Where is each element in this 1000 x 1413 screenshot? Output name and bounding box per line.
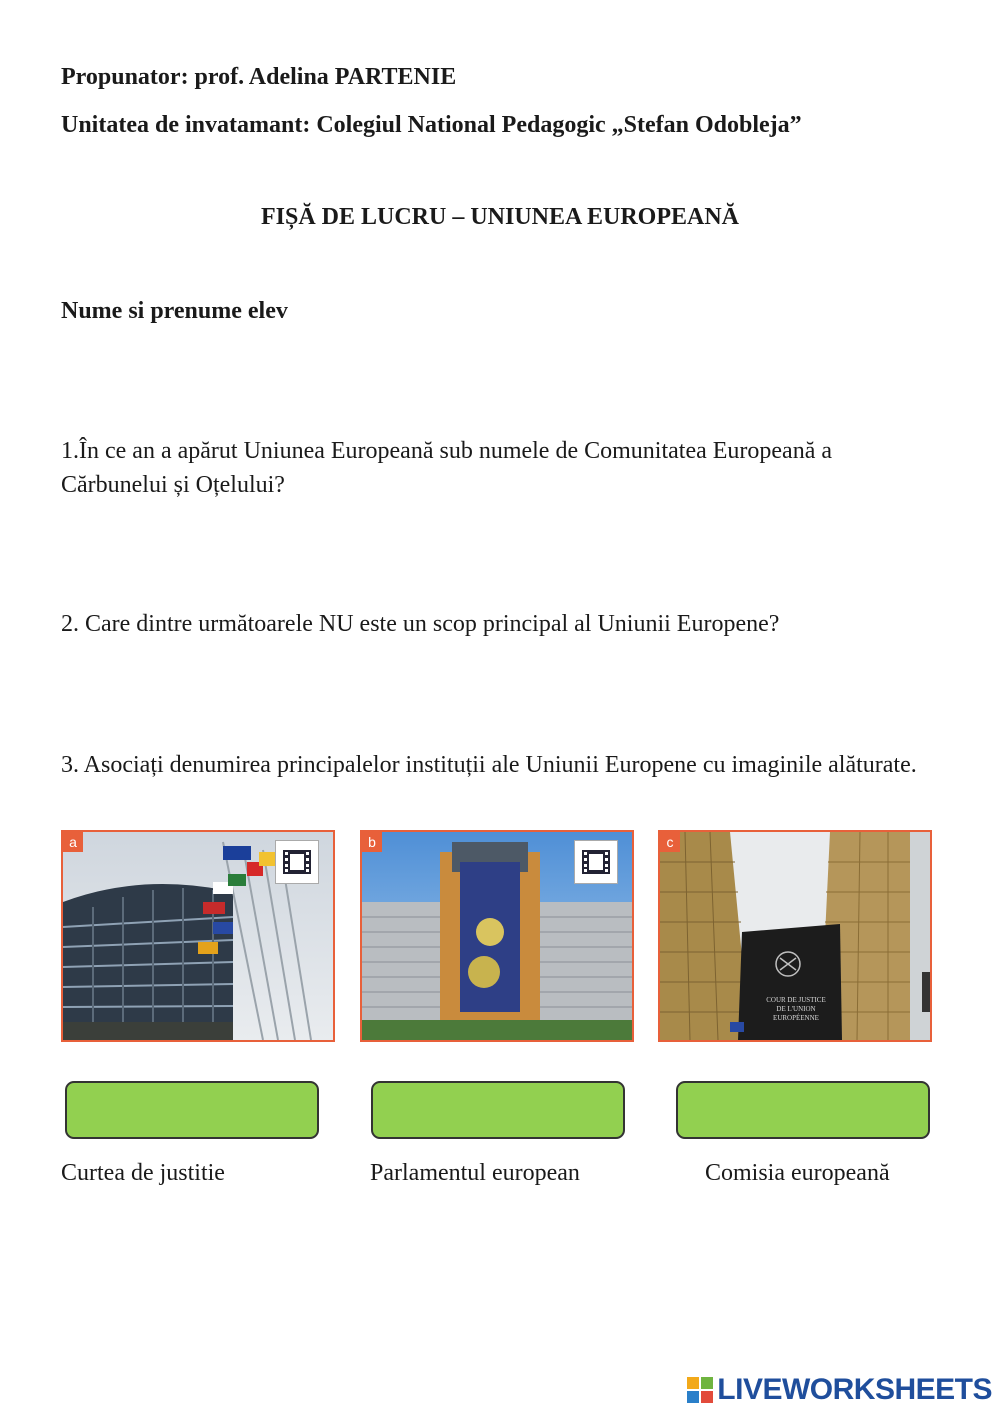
answer-box-b[interactable] <box>371 1081 625 1139</box>
option-curtea-de-justitie[interactable]: Curtea de justitie <box>61 1160 225 1186</box>
school-line: Unitatea de invatamant: Colegiul National Pedagogic „Stefan Odobleja” <box>61 112 802 138</box>
question-3: 3. Asociați denumirea principalelor instituții ale Uniunii Europene cu imaginile alăturate. <box>61 752 917 778</box>
image-tag-a: a <box>63 832 83 852</box>
liveworksheets-icon <box>687 1377 713 1403</box>
image-tag-c: c <box>660 832 680 852</box>
student-name-label: Nume si prenume elev <box>61 298 288 324</box>
page-title: FIȘĂ DE LUCRU – UNIUNEA EUROPEANĂ <box>260 204 740 230</box>
option-parlamentul-european[interactable]: Parlamentul european <box>370 1160 580 1186</box>
liveworksheets-logo <box>687 1372 992 1408</box>
question-1: 1.În ce an a apărut Uniunea Europeană sub numele de Comunitatea Europeană a Cărbunelui și Oțelului? <box>61 438 833 498</box>
image-tag-b: b <box>362 832 382 852</box>
image-court-of-justice <box>658 830 932 1042</box>
question-2: 2. Care dintre următoarele NU este un scop principal al Uniunii Europene? <box>61 611 780 637</box>
film-icon[interactable] <box>574 840 618 884</box>
court-sign-text: COUR DE JUSTICE DE L'UNION EUROPÉENNE <box>766 996 826 1022</box>
author-line: Propunator: prof. Adelina PARTENIE <box>61 64 457 90</box>
logo-text: LIVEWORKSHEETS <box>717 1373 992 1406</box>
image-european-parliament <box>61 830 335 1042</box>
answer-box-c[interactable] <box>676 1081 930 1139</box>
image-european-commission <box>360 830 634 1042</box>
answer-box-a[interactable] <box>65 1081 319 1139</box>
film-icon[interactable] <box>275 840 319 884</box>
option-comisia-europeana[interactable]: Comisia europeană <box>705 1160 890 1186</box>
